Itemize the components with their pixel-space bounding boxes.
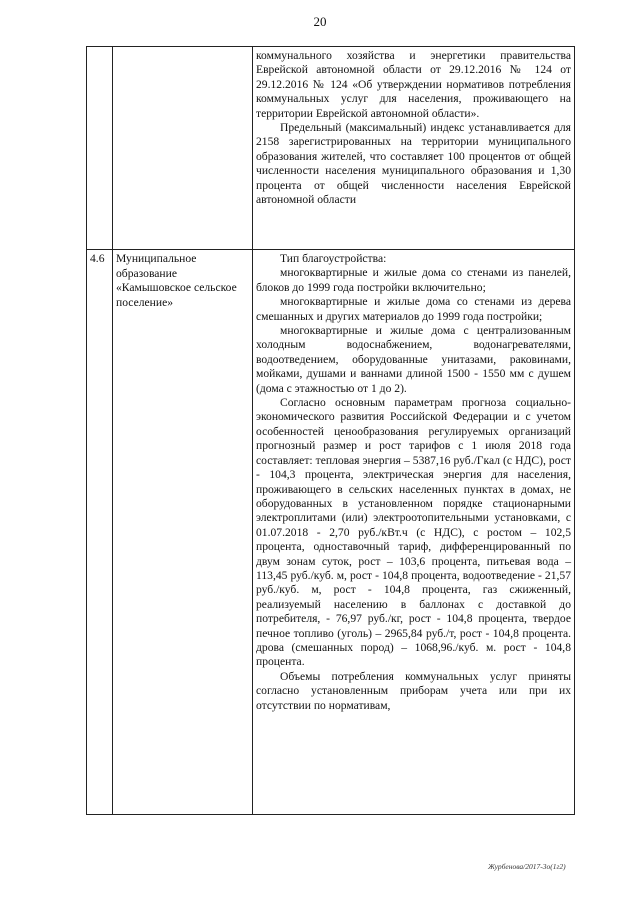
text-paragraph: многоквартирные и жилые дома со стенами из панелей, блоков до 1999 года постройки включительно;	[256, 266, 571, 294]
text-paragraph: коммунального хозяйства и энергетики правительства Еврейской автономной области от 29.12.2016 № 124 от 29.12.2016 № 124 «Об утверждении нормативов потребления коммунальных услуг для населения, проживающего на территории Еврейской автономной области».	[256, 49, 571, 120]
row-name-cell	[113, 47, 253, 250]
row-text-cell	[253, 250, 575, 815]
table-row	[87, 250, 575, 815]
row-number-cell	[87, 47, 113, 250]
text-paragraph: Объемы потребления коммунальных услуг приняты согласно установленным приборам учета или при их отсутствии по нормативам,	[256, 669, 571, 712]
name-line: поселение»	[116, 295, 174, 309]
row-text-cell	[253, 47, 575, 250]
name-line: образование	[116, 266, 177, 280]
text-paragraph: многоквартирные и жилые дома с централизованным холодным водоснабжением, водонагревателями, водоотведением, оборудованные унитазами, раковинами, мойками, душами и ваннами длиной 1500 - 1550 мм с душем (дома с этажностью от 1 до 2).	[256, 324, 571, 395]
table-row	[87, 47, 575, 250]
name-line: «Камышовское сельское	[116, 281, 237, 295]
page-number: 20	[313, 14, 327, 29]
row-name-cell	[113, 250, 253, 815]
row-number-cell: 4.6	[87, 250, 113, 815]
text-paragraph: многоквартирные и жилые дома со стенами из дерева смешанных и других материалов до 1999 года постройки;	[256, 295, 571, 323]
text-paragraph: Согласно основным параметрам прогноза социально-экономического развития Российской Федерации и с учетом особенностей ценообразования регулируемых организаций прогнозный размер и рост тарифов с 1 июля 2018 года составляет: тепловая энергия – 5387,16 руб./Гкал (с НДС), рост - 104,3 процента, электрическая энергия для населения, проживающего в сельских населенных пунктах в домах, не оборудованных в установленном порядке стационарными электроплитами (или) электроотопительными установками, с 01.07.2018 - 2,70 руб./кВт.ч (с НДС), с ростом – 102,5 процента, одноставочный тариф, дифференцированный по двум зонам суток, рост – 103,6 процента, питьевая вода – 113,45 руб./куб. м, рост - 104,8 процента, водоотведение - 21,57 руб./куб. м, рост - 104,8 процента, газ сжиженный, реализуемый населению в баллонах с доставкой до потребителя, - 76,97 руб./кг, рост - 104,8 процента, твердое печное топливо (уголь) – 2965,84 руб./т, рост - 104,8 процента. дрова (смешанных пород) – 1068,96./куб. м. рост - 104,8 процента.	[256, 396, 571, 669]
name-line: Муниципальное	[116, 252, 197, 265]
text-paragraph: Предельный (максимальный) индекс устанавливается для 2158 зарегистрированных на территории муниципального образования жителей, что составляет 100 процентов от общей численности населения муниципального образования и 1,30 процента от общей численности населения Еврейской автономной области	[256, 121, 571, 207]
document-table	[86, 46, 575, 815]
footer-document-code: Журбенова/2017-3о(1г2)	[488, 862, 566, 871]
text-paragraph: Тип благоустройства:	[280, 252, 387, 265]
